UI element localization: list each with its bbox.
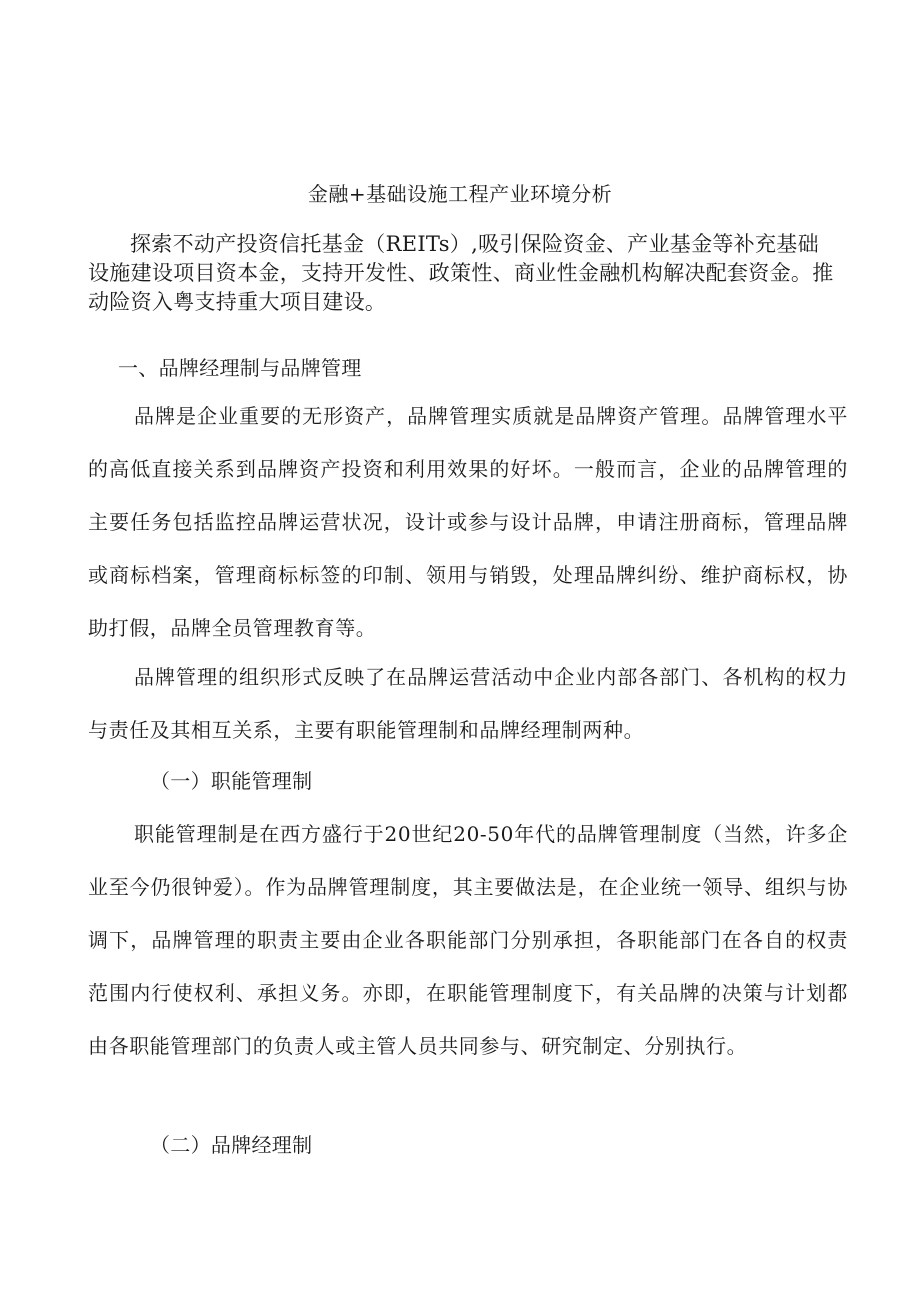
body-paragraph-organization-form: 品牌管理的组织形式反映了在品牌运营活动中企业内部各部门、各机构的权力与责任及其相互关系，主要有职能管理制和品牌经理制两种。 — [88, 665, 848, 742]
body-paragraph-brand-asset: 品牌是企业重要的无形资产，品牌管理实质就是品牌资产管理。品牌管理水平的高低直接关系到品牌资产投资和利用效果的好坏。一般而言，企业的品牌管理的主要任务包括监控品牌运营状况，设计或参与设计品牌，申请注册商标，管理品牌或商标档案，管理商标标签的印制、领用与销毁，处理品牌纠纷、维护商标权，协助打假，品牌全员管理教育等。 — [88, 404, 848, 640]
subsection-heading-functional-management: （一）职能管理制 — [150, 769, 313, 793]
body-paragraph-functional-management: 职能管理制是在西方盛行于20世纪20-50年代的品牌管理制度（当然，许多企业至今仍很钟爱）。作为品牌管理制度，其主要做法是，在企业统一领导、组织与协调下，品牌管理的职责主要由企业各职能部门分别承担，各职能部门在各自的权责范围内行使权利、承担义务。亦即，在职能管理制度下，有关品牌的决策与计划都由各职能管理部门的负责人或主管人员共同参与、研究制定、分别执行。 — [88, 822, 848, 1058]
subsection-heading-brand-manager-system: （二）品牌经理制 — [150, 1133, 313, 1157]
intro-paragraph: 探索不动产投资信托基金（REITs）,吸引保险资金、产业基金等补充基础设施建设项目资本金，支持开发性、政策性、商业性金融机构解决配套资金。推动险资入粤支持重大项目建设。 — [88, 232, 834, 314]
document-title: 金融+基础设施工程产业环境分析 — [307, 182, 613, 206]
section-heading-brand-manager: 一、品牌经理制与品牌管理 — [118, 356, 362, 380]
